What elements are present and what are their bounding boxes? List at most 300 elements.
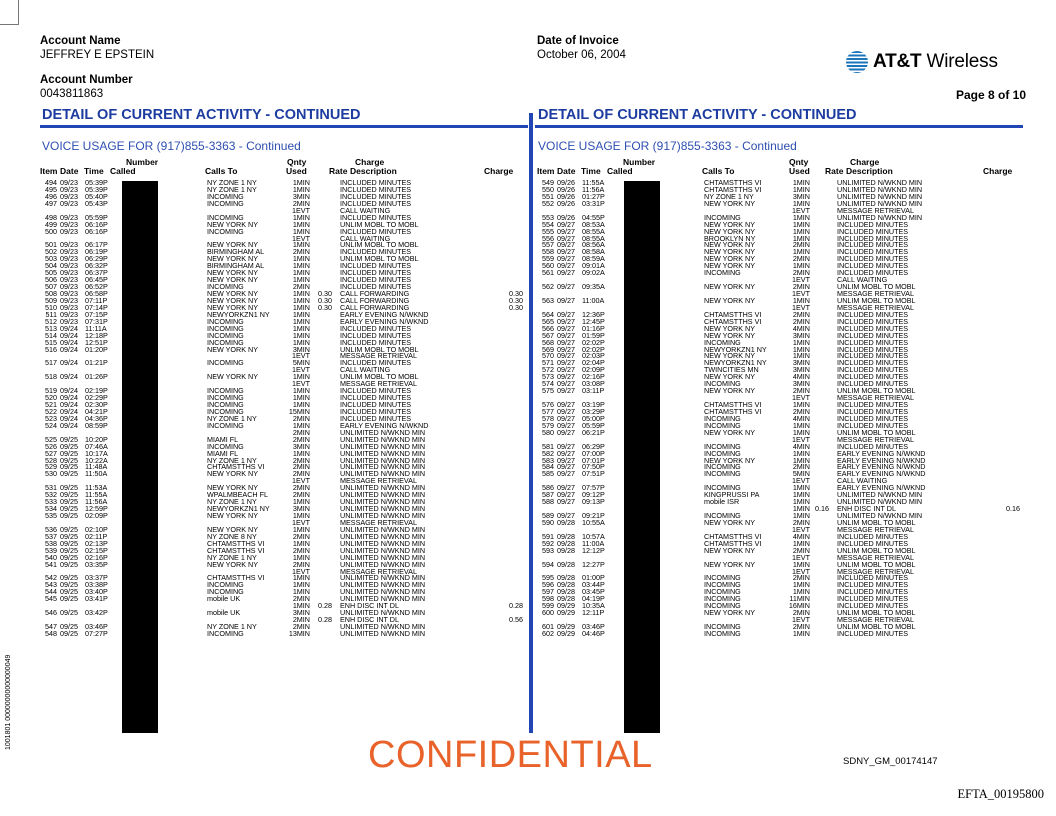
- cell-description: UNLIM MOBL TO MOBL: [340, 372, 419, 382]
- cell-item: 599: [542, 601, 554, 611]
- cell-date: 09/23: [60, 261, 78, 271]
- account-number-label: Account Number: [40, 74, 133, 86]
- table-row: [40, 353, 525, 360]
- cell-item: 555: [542, 226, 554, 236]
- cell-time: 06:19P: [85, 247, 108, 257]
- table-row: [537, 575, 1022, 582]
- cell-item: 524: [45, 420, 57, 430]
- cell-calls-to: INCOMING: [704, 622, 741, 631]
- cell-item: 506: [45, 275, 57, 285]
- cell-description: UNLIM MOBL TO MOBL: [837, 608, 916, 618]
- table-row: [537, 323, 1022, 333]
- cell-date: 09/27: [557, 323, 575, 333]
- cell-date: 09/27: [557, 462, 575, 472]
- cell-item: 596: [542, 580, 554, 590]
- cell-time: 05:59P: [85, 212, 108, 222]
- cell-description: UNLIMITED N/WKND MIN: [340, 628, 426, 638]
- cell-item: 600: [542, 608, 554, 618]
- table-row: [40, 582, 525, 589]
- cell-description: INCLUDED MINUTES: [837, 573, 909, 583]
- cell-used: 1MIN: [292, 178, 310, 187]
- cell-item: 562: [542, 282, 554, 292]
- col-charge: Charge: [983, 166, 1013, 176]
- cell-used: 4MIN: [792, 441, 810, 451]
- cell-time: 03:46P: [582, 622, 605, 631]
- cell-date: 09/23: [60, 226, 78, 236]
- cell-date: 09/27: [557, 351, 575, 361]
- cell-used: 1EVT: [292, 517, 310, 527]
- table-row: [537, 184, 1022, 194]
- table-row: [537, 242, 1022, 249]
- cell-rate: 0.30: [318, 302, 332, 312]
- cell-used: 1MIN: [792, 490, 810, 500]
- cell-date: 09/29: [557, 622, 575, 631]
- table-row: [537, 316, 1022, 326]
- cell-date: 09/27: [557, 226, 575, 236]
- cell-time: 11:56A: [85, 497, 108, 507]
- cell-description: UNLIMITED N/WKND MIN: [340, 497, 426, 507]
- cell-rate: 0.28: [318, 601, 332, 611]
- table-row: [537, 464, 1022, 471]
- cell-used: 1MIN: [292, 573, 310, 583]
- cell-item: 504: [45, 261, 57, 271]
- table-row: [40, 256, 525, 263]
- cell-calls-to: NEWYORKZN1 NY: [207, 504, 270, 514]
- table-row: [537, 374, 1022, 381]
- col-qnty-top: Qnty: [287, 157, 307, 167]
- cell-calls-to: NEW YORK NY: [207, 511, 258, 520]
- cell-used: 1MIN: [292, 226, 310, 236]
- cell-time: 05:39P: [85, 184, 108, 194]
- cell-description: MESSAGE RETRIEVAL: [837, 205, 914, 215]
- table-row: [537, 219, 1022, 229]
- table-row: [537, 381, 1022, 388]
- cell-description: INCLUDED MINUTES: [837, 587, 909, 597]
- cell-date: 09/27: [557, 365, 575, 375]
- cell-date: 09/24: [60, 344, 78, 354]
- cell-calls-to: INCOMING: [207, 198, 244, 208]
- cell-used: 1MIN: [792, 212, 810, 222]
- cell-description: UNLIMITED N/WKND MIN: [837, 178, 923, 187]
- col-time: Time: [84, 166, 104, 176]
- cell-used: 1MIN: [292, 448, 310, 458]
- cell-description: INCLUDED MINUTES: [340, 282, 412, 292]
- cell-date: 09/27: [557, 282, 575, 292]
- cell-used: 1MIN: [292, 330, 310, 340]
- cell-used: 2MIN: [792, 545, 810, 555]
- cell-used: 1MIN: [292, 275, 310, 285]
- cell-time: 05:39P: [85, 178, 108, 187]
- cell-time: 06:29P: [582, 441, 605, 451]
- att-logo-text: AT&T Wireless: [873, 51, 998, 72]
- table-row: [40, 566, 525, 576]
- cell-item: 560: [542, 261, 554, 271]
- col-number-top: Number: [623, 157, 656, 167]
- table-row: [40, 506, 525, 513]
- cell-used: 2MIN: [792, 517, 810, 527]
- cell-calls-to: INCOMING: [207, 400, 244, 409]
- table-row: [537, 517, 1022, 527]
- cell-description: UNLIM MOBL TO MOBL: [340, 240, 419, 250]
- cell-item: 508: [45, 289, 57, 298]
- cell-description: CALL WAITING: [340, 365, 391, 375]
- cell-used: 1MIN: [292, 302, 310, 312]
- cell-date: 09/25: [60, 587, 78, 597]
- table-row: [40, 337, 525, 347]
- cell-calls-to: INCOMING: [207, 386, 244, 396]
- efta-number: EFTA_00195800: [957, 787, 1044, 801]
- table-row: [537, 524, 1022, 534]
- cell-calls-to: NEW YORK NY: [704, 351, 755, 361]
- cell-calls-to: NEW YORK NY: [207, 275, 258, 285]
- cell-time: 07:14P: [85, 302, 108, 312]
- col-qnty-top: Qnty: [789, 157, 809, 167]
- cell-description: UNLIMITED N/WKND MIN: [340, 538, 426, 548]
- table-row: [40, 610, 525, 617]
- cell-used: 1MIN: [292, 386, 310, 396]
- cell-time: 03:44P: [582, 580, 605, 590]
- cell-date: 09/27: [557, 386, 575, 396]
- cell-calls-to: NY ZONE 8 NY: [207, 531, 257, 541]
- col-called: Called: [607, 166, 633, 176]
- cell-used: 4MIN: [792, 323, 810, 333]
- section-title-right: DETAIL OF CURRENT ACTIVITY - CONTINUED: [538, 107, 857, 123]
- cell-date: 09/25: [60, 469, 78, 479]
- cell-date: 09/27: [557, 448, 575, 458]
- cell-rate: 0.30: [318, 295, 332, 305]
- table-row: [537, 295, 1022, 305]
- cell-used: 1EVT: [292, 566, 310, 576]
- cell-date: 09/28: [557, 531, 575, 541]
- cell-item: 546: [45, 608, 57, 618]
- cell-description: UNLIM MOBL TO MOBL: [837, 427, 916, 437]
- table-row: [40, 180, 525, 187]
- table-row: [40, 388, 525, 395]
- cell-used: 1MIN: [792, 344, 810, 354]
- table-row: [40, 485, 525, 492]
- cell-time: 06:37P: [85, 268, 108, 278]
- col-calls-to: Calls To: [702, 166, 735, 176]
- table-row: [40, 263, 525, 270]
- cell-description: EARLY EVENING N/WKND: [837, 469, 926, 479]
- cell-date: 09/28: [557, 545, 575, 555]
- cell-time: 08:53A: [582, 219, 605, 229]
- column-headers-right: [537, 158, 1022, 178]
- cell-item: 539: [45, 545, 57, 555]
- cell-item: 582: [542, 448, 554, 458]
- col-rate: Rate: [825, 166, 844, 176]
- cell-calls-to: NEW YORK NY: [704, 330, 755, 340]
- cell-item: 549: [542, 178, 554, 187]
- cell-used: 1EVT: [792, 275, 810, 285]
- cell-item: 495: [45, 184, 57, 194]
- cell-time: 04:36P: [85, 413, 108, 423]
- cell-time: 12:18P: [85, 330, 108, 340]
- cell-date: 09/27: [557, 330, 575, 340]
- table-row: [537, 506, 1022, 513]
- cell-calls-to: CHTAMSTTHS VI: [207, 462, 265, 472]
- cell-description: UNLIMITED N/WKND MIN: [340, 608, 426, 618]
- cell-description: INCLUDED MINUTES: [340, 406, 412, 416]
- cell-description: CALL WAITING: [340, 233, 391, 243]
- cell-time: 03:41P: [85, 594, 108, 604]
- cell-item: 537: [45, 531, 57, 541]
- cell-calls-to: CHTAMSTTHS VI: [704, 531, 762, 541]
- cell-description: INCLUDED MINUTES: [837, 330, 909, 340]
- cell-date: 09/26: [557, 184, 575, 194]
- cell-description: INCLUDED MINUTES: [837, 233, 909, 243]
- col-date: Date: [557, 166, 576, 176]
- section-rule-left: [40, 125, 528, 128]
- cell-time: 11:00A: [582, 295, 605, 305]
- cell-description: MESSAGE RETRIEVAL: [837, 552, 914, 562]
- cell-item: 550: [542, 184, 554, 194]
- cell-used: 1MIN: [292, 295, 310, 305]
- cell-description: INCLUDED MINUTES: [340, 261, 412, 271]
- cell-description: INCLUDED MINUTES: [340, 330, 412, 340]
- cell-time: 05:00P: [582, 413, 605, 423]
- cell-description: UNLIMITED N/WKND MIN: [837, 490, 923, 500]
- cell-used: 2MIN: [292, 427, 310, 437]
- col-used: Used: [789, 166, 810, 176]
- table-row: [40, 198, 525, 208]
- cell-calls-to: NY ZONE 1 NY: [207, 455, 257, 465]
- cell-calls-to: NEW YORK NY: [704, 386, 755, 396]
- table-row: [537, 360, 1022, 367]
- table-row: [537, 302, 1022, 312]
- cell-time: 06:16P: [85, 226, 108, 236]
- cell-description: INCLUDED MINUTES: [837, 441, 909, 451]
- cell-item: 587: [542, 490, 554, 500]
- column-divider: [529, 113, 533, 733]
- cell-item: 496: [45, 191, 57, 201]
- cell-time: 07:01P: [582, 455, 605, 465]
- cell-time: 10:57A: [582, 531, 605, 541]
- table-row: [537, 617, 1022, 624]
- cell-used: 1EVT: [792, 476, 810, 486]
- cell-used: 1MIN: [792, 178, 810, 187]
- cell-calls-to: NEW YORK NY: [704, 559, 755, 569]
- cell-description: MESSAGE RETRIEVAL: [340, 476, 417, 486]
- table-row: [40, 478, 525, 485]
- cell-used: 1EVT: [792, 434, 810, 444]
- cell-date: 09/23: [60, 302, 78, 312]
- cell-calls-to: NEW YORK NY: [704, 545, 755, 555]
- cell-used: 1EVT: [292, 233, 310, 243]
- cell-used: 1MIN: [792, 448, 810, 458]
- cell-used: 1EVT: [792, 393, 810, 403]
- cell-date: 09/28: [557, 559, 575, 569]
- cell-description: MESSAGE RETRIEVAL: [340, 517, 417, 527]
- cell-calls-to: INCOMING: [704, 420, 741, 430]
- cell-time: 05:40P: [85, 191, 108, 201]
- cell-description: CALL FORWARDING: [340, 302, 410, 312]
- table-row: [40, 233, 525, 243]
- cell-date: 09/28: [557, 580, 575, 590]
- table-row: [537, 367, 1022, 374]
- invoice-date: October 06, 2004: [537, 49, 626, 61]
- cell-time: 06:58P: [85, 289, 108, 298]
- cell-item: 507: [45, 282, 57, 292]
- cell-used: 1EVT: [292, 379, 310, 389]
- cell-date: 09/25: [60, 511, 78, 520]
- cell-time: 03:42P: [85, 608, 108, 618]
- cell-date: 09/29: [557, 608, 575, 618]
- cell-date: 09/27: [557, 309, 575, 319]
- cell-description: UNLIMITED N/WKND MIN: [340, 427, 426, 437]
- cell-description: UNLIMITED N/WKND MIN: [837, 497, 923, 507]
- table-row: [40, 434, 525, 444]
- cell-date: 09/23: [60, 240, 78, 250]
- cell-time: 07:27P: [85, 628, 108, 638]
- cell-calls-to: INCOMING: [704, 337, 741, 347]
- cell-calls-to: CHTAMSTTHS VI: [704, 309, 762, 319]
- cell-used: 1MIN: [792, 261, 810, 271]
- table-row: [537, 270, 1022, 277]
- cell-used: 1EVT: [792, 615, 810, 625]
- cell-calls-to: INCOMING: [704, 594, 741, 604]
- cell-item: 581: [542, 441, 554, 451]
- cell-description: INCLUDED MINUTES: [837, 358, 909, 368]
- cell-used: 1MIN: [792, 184, 810, 194]
- cell-used: 1MIN: [292, 538, 310, 548]
- cell-calls-to: NEW YORK NY: [207, 240, 258, 250]
- cell-used: 1EVT: [792, 302, 810, 312]
- table-row: [537, 395, 1022, 402]
- cell-calls-to: INCOMING: [704, 587, 741, 597]
- cell-description: INCLUDED MINUTES: [837, 538, 909, 548]
- table-row: [40, 344, 525, 354]
- table-row: [40, 205, 525, 215]
- cell-date: 09/26: [557, 212, 575, 222]
- cell-used: 2MIN: [792, 622, 810, 631]
- cell-date: 09/27: [557, 240, 575, 250]
- cell-description: UNLIMITED N/WKND MIN: [340, 587, 426, 597]
- cell-item: 585: [542, 469, 554, 479]
- cell-date: 09/23: [60, 198, 78, 208]
- table-row: [537, 233, 1022, 243]
- cell-time: 09:13P: [582, 497, 605, 507]
- cell-calls-to: CHTAMSTTHS VI: [704, 178, 762, 187]
- cell-calls-to: INCOMING: [704, 483, 741, 493]
- cell-calls-to: NEW YORK NY: [704, 247, 755, 257]
- cell-date: 09/24: [60, 323, 78, 333]
- table-row: [537, 388, 1022, 395]
- table-row: [537, 309, 1022, 319]
- cell-description: INCLUDED MINUTES: [837, 337, 909, 347]
- cell-calls-to: mobile ISR: [704, 497, 740, 507]
- cell-used: 1MIN: [792, 226, 810, 236]
- call-list-left: [40, 180, 525, 638]
- cell-description: INCLUDED MINUTES: [837, 406, 909, 416]
- cell-used: 1EVT: [792, 524, 810, 534]
- table-row: [537, 344, 1022, 354]
- cell-item: 515: [45, 337, 57, 347]
- cell-time: 08:55A: [582, 233, 605, 243]
- cell-item: 552: [542, 198, 554, 208]
- table-row: [537, 198, 1022, 208]
- table-row: [40, 575, 525, 582]
- cell-item: 542: [45, 573, 57, 583]
- table-row: [537, 566, 1022, 576]
- cell-used: 1EVT: [292, 365, 310, 375]
- cell-date: 09/23: [60, 184, 78, 194]
- cell-date: 09/27: [557, 219, 575, 229]
- account-name: JEFFREY E EPSTEIN: [40, 49, 155, 61]
- cell-date: 09/24: [60, 393, 78, 403]
- cell-item: 497: [45, 198, 57, 208]
- cell-time: 06:52P: [85, 282, 108, 292]
- cell-item: 548: [45, 628, 57, 638]
- cell-charge: 0.30: [509, 302, 523, 312]
- cell-time: 10:20P: [85, 434, 108, 444]
- cell-date: 09/28: [557, 594, 575, 604]
- cell-time: 04:21P: [85, 406, 108, 416]
- table-row: [537, 492, 1022, 499]
- cell-calls-to: BIRMINGHAM AL: [207, 261, 265, 271]
- cell-time: 02:03P: [582, 351, 605, 361]
- cell-calls-to: INCOMING: [704, 511, 741, 520]
- table-row: [40, 448, 525, 458]
- cell-time: 09:35A: [582, 282, 605, 292]
- cell-time: 07:57P: [582, 483, 605, 493]
- cell-time: 01:00P: [582, 573, 605, 583]
- cell-calls-to: INCOMING: [207, 580, 244, 590]
- col-charge-top: Charge: [850, 157, 880, 167]
- cell-item: 526: [45, 441, 57, 451]
- table-row: [537, 212, 1022, 222]
- table-row: [40, 191, 525, 201]
- cell-item: 538: [45, 538, 57, 548]
- cell-calls-to: INCOMING: [704, 212, 741, 222]
- cell-time: 11:00A: [582, 538, 605, 548]
- att-globe-icon: [846, 51, 868, 73]
- cell-date: 09/24: [60, 330, 78, 340]
- cell-calls-to: NEW YORK NY: [207, 372, 258, 382]
- cell-date: 09/25: [60, 628, 78, 638]
- col-description: Description: [846, 166, 893, 176]
- cell-time: 12:27P: [582, 559, 605, 569]
- cell-date: 09/25: [60, 497, 78, 507]
- cell-time: 03:46P: [85, 622, 108, 631]
- cell-item: 547: [45, 622, 57, 631]
- cell-used: 1MIN: [292, 268, 310, 278]
- cell-description: INCLUDED MINUTES: [837, 365, 909, 375]
- cell-item: 579: [542, 420, 554, 430]
- cell-used: 1MIN: [792, 337, 810, 347]
- cell-calls-to: NEW YORK NY: [704, 261, 755, 271]
- cell-item: 533: [45, 497, 57, 507]
- cell-item: 510: [45, 302, 57, 312]
- cell-time: 04:46P: [582, 628, 605, 638]
- cell-item: 571: [542, 358, 554, 368]
- cell-used: 1MIN: [292, 323, 310, 333]
- cell-calls-to: NEW YORK NY: [207, 344, 258, 354]
- cell-description: EARLY EVENING N/WKND: [340, 309, 429, 319]
- cell-used: 3MIN: [792, 330, 810, 340]
- cell-calls-to: NEW YORK NY: [207, 559, 258, 569]
- cell-used: 1MIN: [292, 309, 310, 319]
- cell-description: INCLUDED MINUTES: [837, 261, 909, 271]
- cell-time: 06:29P: [85, 254, 108, 264]
- cell-time: 11:56A: [582, 184, 605, 194]
- cell-item: 534: [45, 504, 57, 514]
- cell-used: 5MIN: [792, 469, 810, 479]
- cell-item: 559: [542, 254, 554, 264]
- cell-used: 1EVT: [792, 552, 810, 562]
- cell-description: INCLUDED MINUTES: [340, 198, 412, 208]
- table-row: [40, 270, 525, 277]
